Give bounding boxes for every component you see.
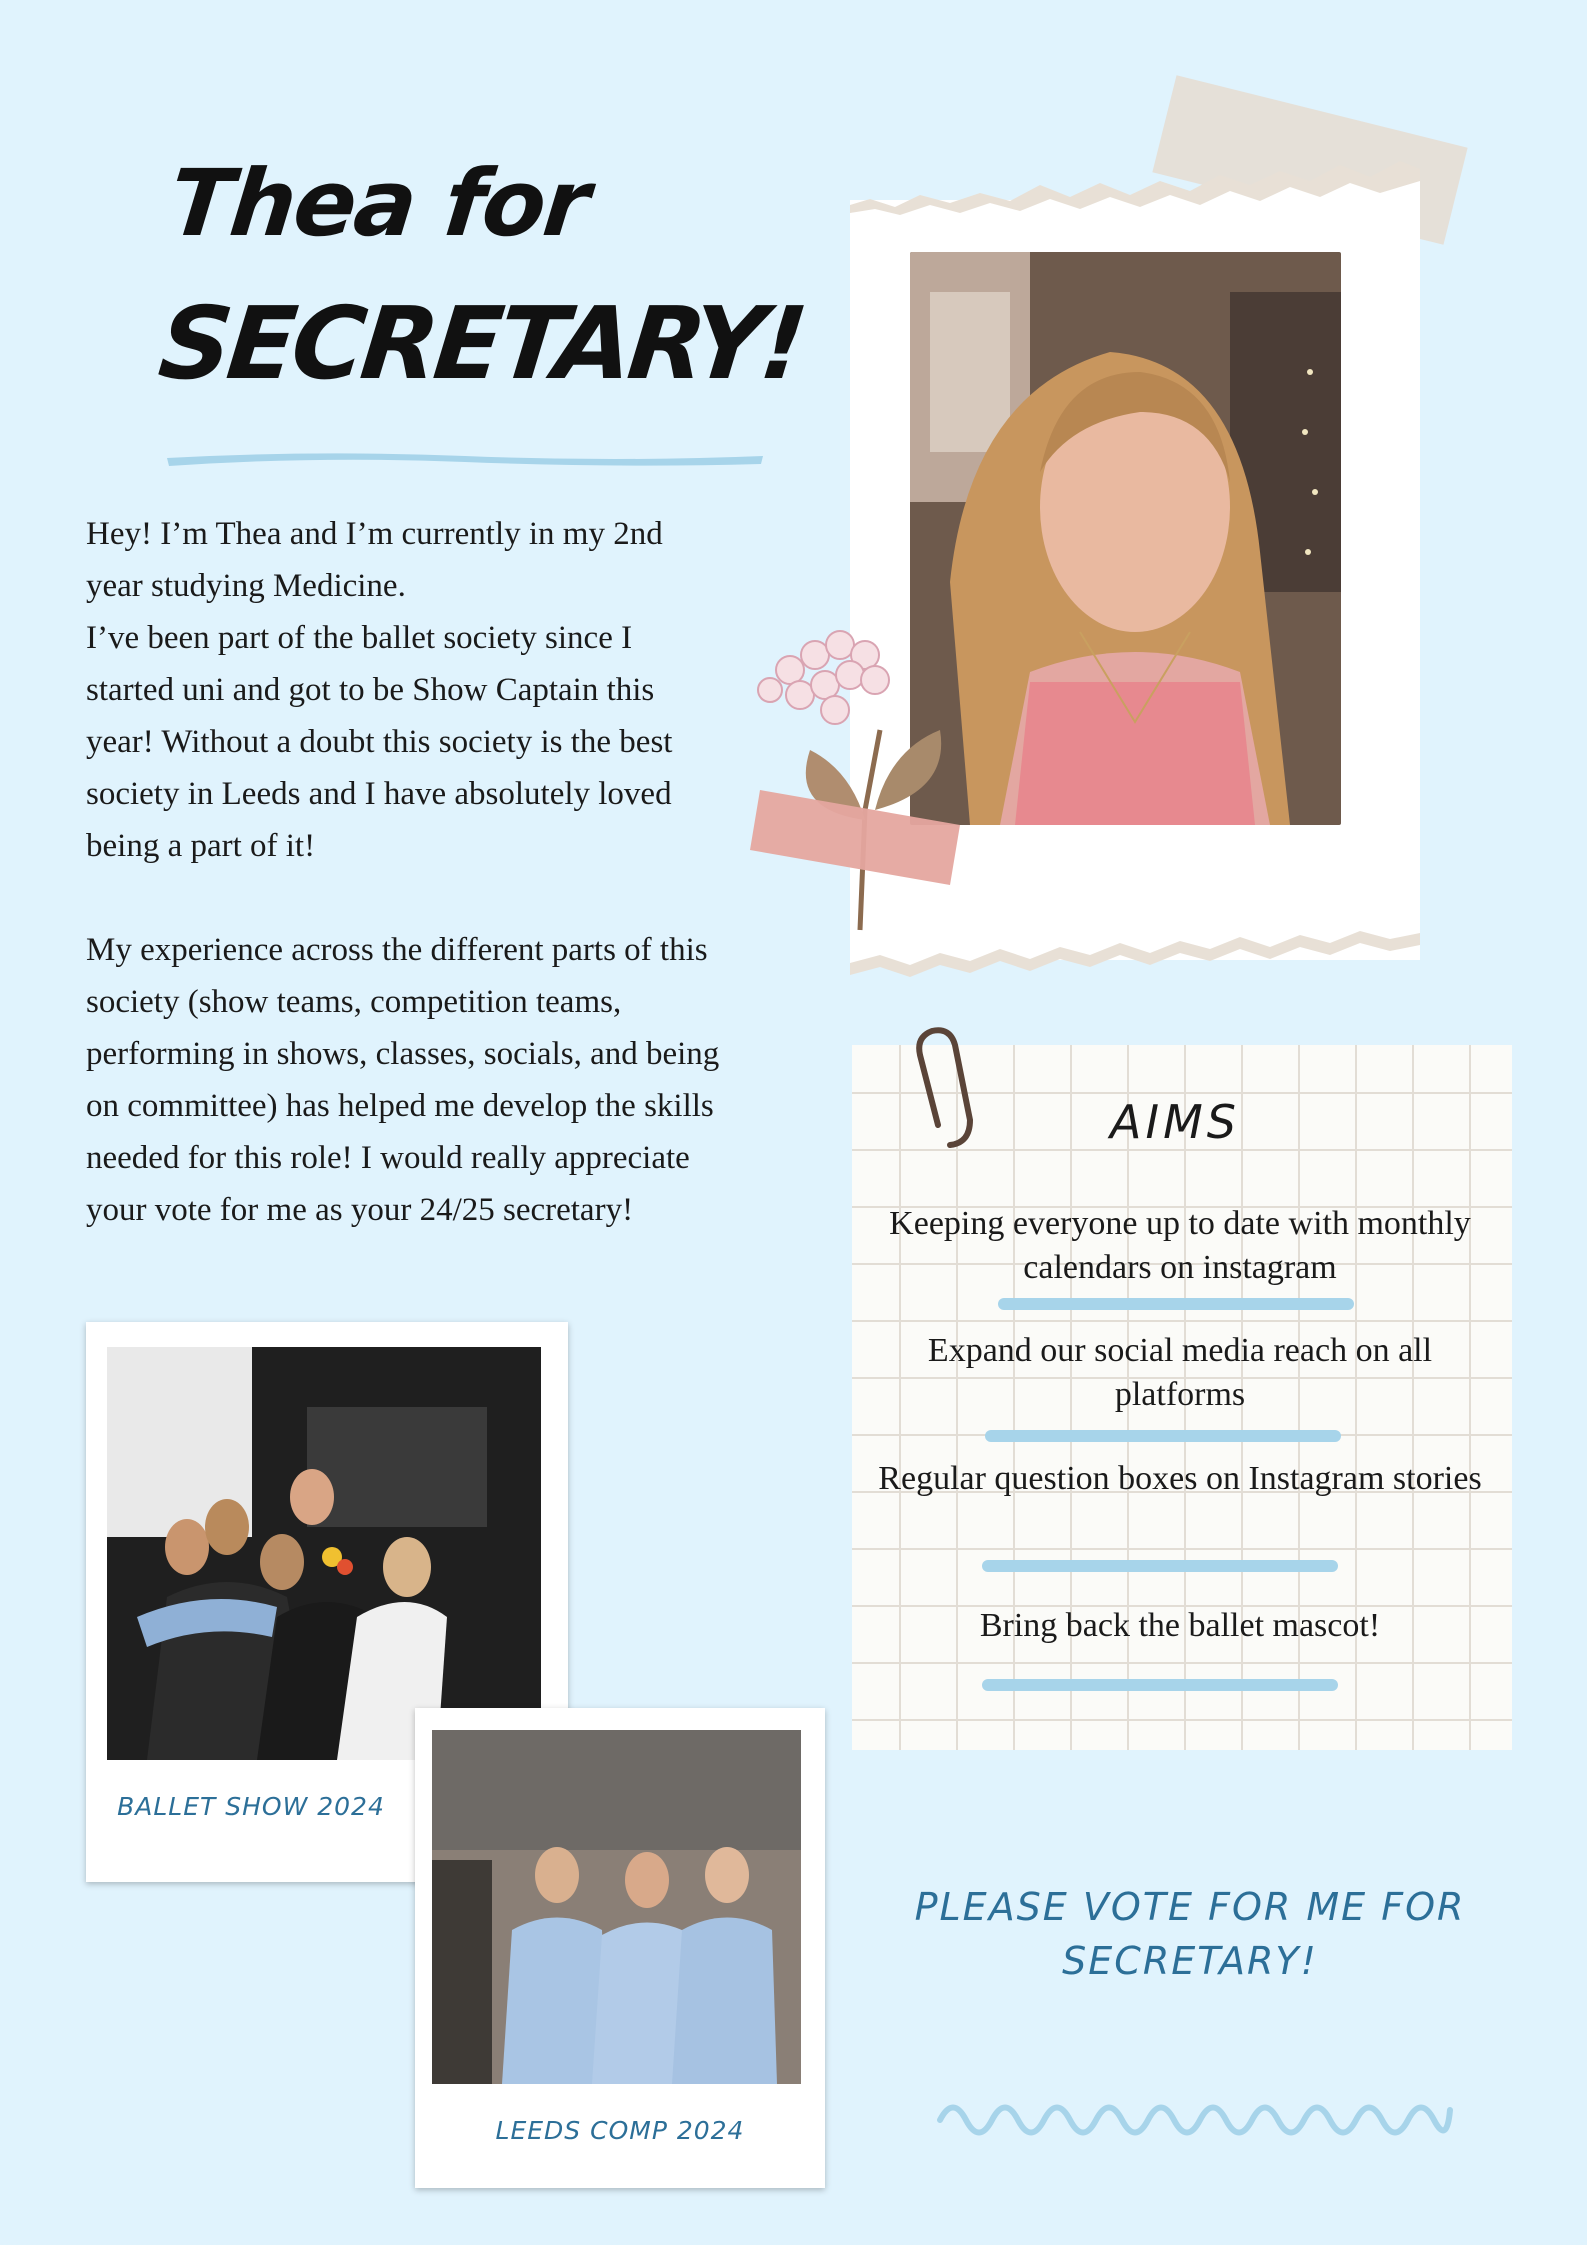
intro-paragraph-3: My experience across the different parts of this society (show teams, competition teams, performing in shows, classes, socials, and being on committee) has helped me develop the skills needed for this role! I would really appreciate your vote for me as your 24/25 secretary! [86,932,720,1228]
ballet-show-caption: BALLET SHOW 2024 [117,1792,385,1821]
aim-underline [998,1298,1354,1310]
aim-underline [982,1560,1338,1572]
torn-paper-top [850,155,1420,215]
title-underline [165,446,765,470]
pressed-flower-decoration [730,610,1000,940]
intro-paragraph-1: Hey! I’m Thea and I’m currently in my 2nd year studying Medicine. [86,516,663,604]
vote-line-2: SECRETARY! [1062,1939,1318,1983]
aim-item-2: Expand our social media reach on all platforms [927,1332,1433,1413]
leeds-comp-photo [432,1730,801,2084]
ballet-show-photo [107,1347,541,1760]
intro-paragraph-2: I’ve been part of the ballet society since I started uni and got to be Show Captain this year! Without a doubt this society is the best society in Leeds and I have absolutely loved being a part of it! [86,620,673,864]
vote-message [900,1880,1480,1988]
paperclip-icon [910,1025,980,1155]
leeds-comp-caption: LEEDS COMP 2024 [495,2116,745,2145]
title-line-2: SECRETARY! [153,285,809,402]
aim-item-1: Keeping everyone up to date with monthly calendars on instagram [889,1205,1471,1286]
aims-heading: AIMS [1110,1095,1240,1149]
squiggle-decoration [935,2090,1455,2140]
aim-underline [985,1430,1341,1442]
aim-item-4: Bring back the ballet mascot! [979,1607,1381,1644]
aim-underline [982,1679,1338,1691]
intro-text [86,508,726,1236]
aim-item-3: Regular question boxes on Instagram stories [878,1460,1482,1497]
polaroid-leeds-comp [415,1708,825,2188]
vote-line-1: PLEASE VOTE FOR ME FOR [914,1885,1466,1929]
title-line-1: Thea for [164,150,593,257]
